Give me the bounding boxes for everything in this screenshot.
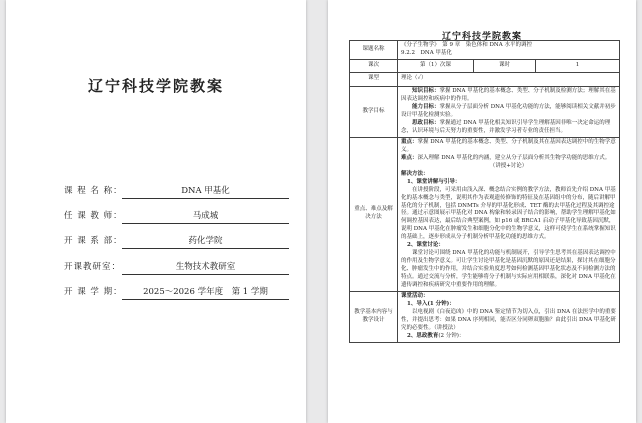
- cover-field-department: [64, 228, 289, 248]
- lesson-plan-table: [349, 40, 620, 343]
- field-value: 马成城: [122, 209, 289, 224]
- hours-value: 1: [536, 59, 620, 72]
- session-value: 第（1）次课: [398, 59, 474, 72]
- key-text: 掌握 DNA 甲基化的基本概念、类型、分子机制及其在基因表达调控中的生物学意义。: [401, 138, 616, 153]
- course-name-line2: 9.2.2 DNA 甲基化: [401, 49, 452, 56]
- row-session: [350, 59, 620, 72]
- cover-field-course: [64, 178, 289, 198]
- activity-2-text: (2 分钟)：: [438, 333, 465, 339]
- hard-head: 难点：: [401, 154, 418, 161]
- activity-2-head: 2、思政教育: [407, 333, 439, 339]
- hard-note: （讲授+讨论）: [489, 162, 528, 169]
- type-value: 理论（✓）: [398, 72, 620, 86]
- row-key-points: [350, 137, 620, 291]
- method-1-text: 在讲授阶段，可采用由浅入深、概念结合实例的教学方法，教师首先介绍 DNA 甲基化的基本概念与类型，说明其作为表观遗传修饰的特征及在基因组中的分布，随后讲解甲基化的分子机制，包括 DNMTs 介导的甲基化形成、TET 酶的去甲基化过程及其调控途径。通过示意图展示甲基化对 DNA 构象和转录因子结合的影响，帮助学生理解甲基化如何调控基因表达，最后结合典型案例，如 p16 或 BRCA1 启动子甲基化导致基因沉默，说明 DNA 甲基化在肿瘤发生和细胞分化中的生物学意义，这样可使学生在系统掌握知识的基础上，逐步形成从分子机制分析甲基化功能的思维方式。: [401, 186, 616, 241]
- content-body: [398, 292, 620, 343]
- key-point: [401, 139, 616, 155]
- row-course-name: [350, 41, 620, 60]
- field-label: 开课教研室：: [64, 262, 122, 272]
- goal-head: 能力目标：: [412, 103, 440, 110]
- cover-title: 辽宁科技学院教案: [87, 77, 224, 95]
- goal-text: 掌握 DNA 甲基化的基本概念、类型、分子机制及检测方法；理解其在基因表达调控和疾病中的作用。: [401, 87, 616, 102]
- course-name-value: [398, 41, 620, 60]
- method-head: 解决方法：: [401, 170, 429, 177]
- session-label: 课次: [350, 59, 398, 72]
- goals-content: [398, 86, 620, 137]
- goal-head: 知识目标：: [412, 87, 440, 94]
- goals-label: 教学目标: [350, 86, 398, 137]
- key-points-label: 重点、难点及解决方法: [350, 137, 398, 291]
- content-label: 教学基本内容与教学设计: [350, 292, 398, 343]
- row-content: [350, 292, 620, 343]
- row-goals: [350, 86, 620, 137]
- activity-head: 课堂活动：: [401, 293, 429, 300]
- goal-text: 掌握通过 DNA 甲基化相关知识引导学生理解基因非唯一决定命运的理念，认识环境与后天努力的重要性，并激发学习者专业的责任担当。: [401, 119, 611, 134]
- course-name-label: 课题名称: [350, 41, 398, 60]
- goal-ability: [401, 104, 616, 120]
- field-value: 2025～2026 学年度 第 1 学期: [122, 285, 289, 300]
- field-label: 开 课 学 期：: [64, 287, 123, 297]
- field-label: 课 程 名 称：: [64, 186, 123, 196]
- method-1-head: 1、课堂讲解与引导：: [407, 178, 461, 185]
- field-value: DNA 甲基化: [122, 184, 289, 199]
- goal-ideology: [401, 120, 616, 136]
- row-type: [350, 72, 620, 86]
- goal-head: 思政目标：: [412, 119, 440, 126]
- activity-1-head: 1、导入(1 分钟)：: [407, 301, 455, 308]
- cover-field-teacher: [64, 203, 289, 223]
- lesson-plan-page: [328, 0, 636, 423]
- hours-label: 课时: [474, 59, 536, 72]
- key-points-content: [398, 137, 620, 291]
- field-value: 生物技术教研室: [122, 260, 289, 275]
- goal-text: 掌握从分子层面分析 DNA 甲基化功能的方法，能够阅读相关文献并初步设计甲基化检测实验。: [401, 103, 616, 118]
- goal-knowledge: [401, 88, 616, 104]
- hard-point: [401, 155, 616, 163]
- field-label: 任 课 教 师：: [64, 211, 123, 221]
- activity-2: [401, 333, 616, 341]
- course-name-line1: 《分子生物学》 第 9 章 染色体和 DNA 水平的调控: [401, 42, 532, 48]
- method-2-head: 2、课堂讨论：: [407, 242, 444, 249]
- cover-page: [6, 0, 306, 423]
- field-label: 开 课 系 部：: [64, 236, 123, 246]
- field-value: 药化学院: [122, 234, 289, 249]
- key-head: 重点：: [401, 138, 418, 145]
- hard-text: 深入理解 DNA 甲基化的内涵，建立从分子层面分析其生物学功能的思维方式。: [417, 154, 611, 161]
- cover-field-semester: [64, 279, 289, 299]
- activity-1-text: 以电视剧《白夜追凶》中的 DNA 鉴定情节为切入点，引出 DNA 在法医学中的重要性，并提出思考：如果 DNA 序列相同，能否区分同卵双胞胎？由此引出 DNA 甲基化研究的必要性。（讲授法）: [401, 309, 616, 332]
- plan-title: 辽宁科技学院教案: [441, 32, 522, 42]
- cover-field-section: [64, 254, 289, 274]
- type-label: 课型: [350, 72, 398, 86]
- method-2-text: 课堂讨论可围绕 DNA 甲基化的功能与机制展开，引导学生思考其在基因表达调控中的作用及生物学意义。可让学生讨论甲基化是基因沉默的原因还是结果，探讨其在细胞分化、肿瘤发生中的作用，并结合实验角度思考如何检测基因甲基化状态及不同检测方法的特点。通过交流与分析，学生能够将分子机制与实际应用相联系，深化对 DNA 甲基化在遗传调控和疾病研究中重要作用的理解。: [401, 250, 616, 289]
